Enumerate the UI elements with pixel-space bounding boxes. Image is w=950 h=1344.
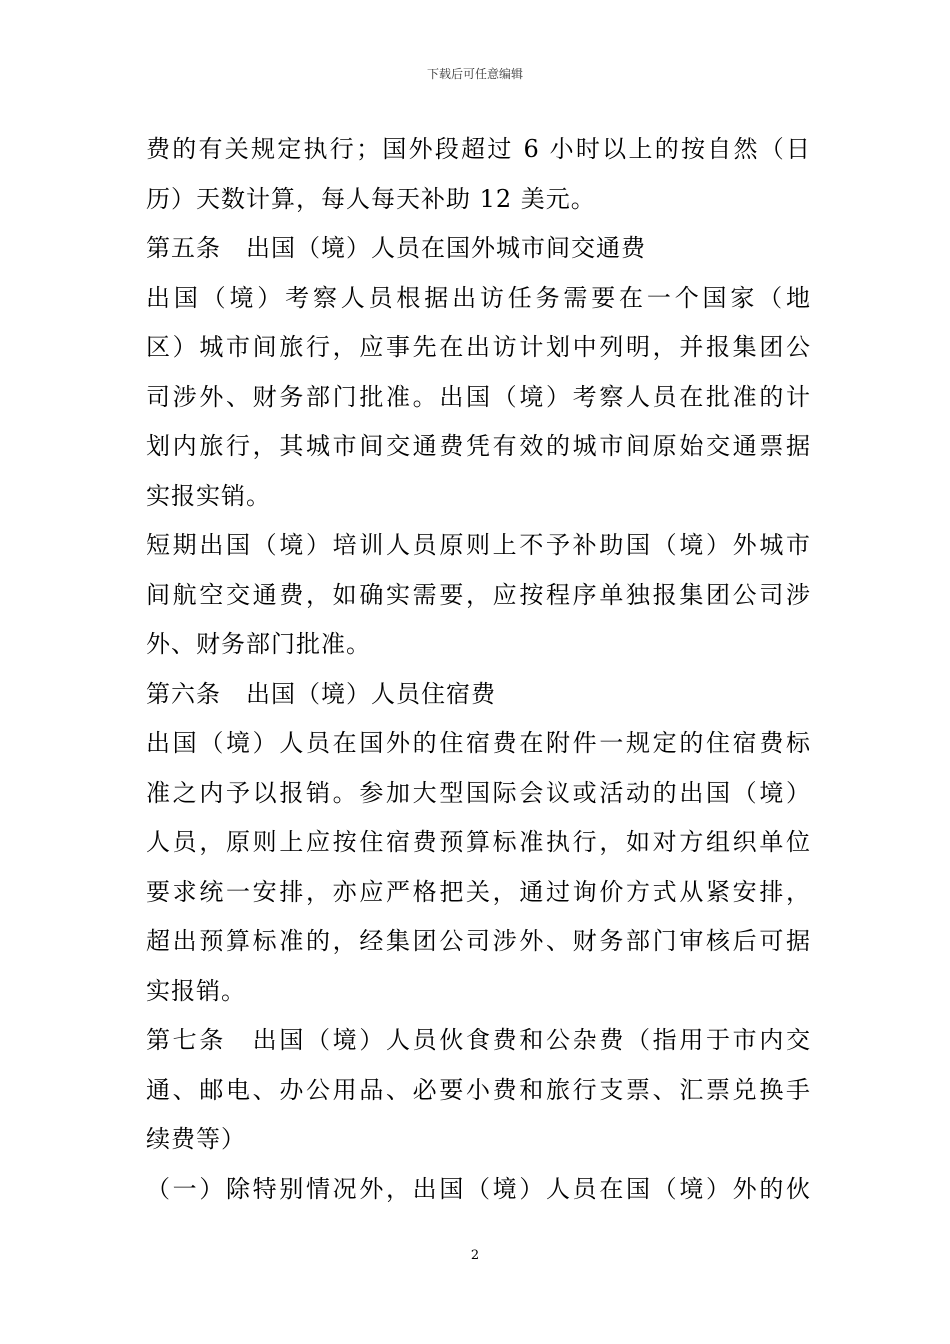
text-line: （一）除特别情况外，出国（境）人员在国（境）外的伙 xyxy=(146,1174,811,1203)
text-line: 要求统一安排，亦应严格把关，通过询价方式从紧安排， xyxy=(146,877,811,906)
text-line: 外、财务部门批准。 xyxy=(146,630,371,658)
text-line: 通、邮电、办公用品、必要小费和旅行支票、汇票兑换手 xyxy=(146,1075,811,1104)
text-line: 出国（境）人员在国外的住宿费在附件一规定的住宿费标 xyxy=(146,729,811,757)
text-line: 人员，原则上应按住宿费预算标准执行，如对方组织单位 xyxy=(146,828,811,856)
text-line: 准之内予以报销。参加大型国际会议或活动的出国（境） xyxy=(146,778,811,807)
text-line: 划内旅行，其城市间交通费凭有效的城市间原始交通票据 xyxy=(146,432,811,460)
document-body xyxy=(146,125,811,1214)
text-line: 历）天数计算，每人每天补助 12 美元。 xyxy=(146,184,596,213)
section-heading: 第七条 出国（境）人员伙食费和公杂费（指用于市内交 xyxy=(146,1026,811,1054)
text-line: 超出预算标准的，经集团公司涉外、财务部门审核后可据 xyxy=(146,927,811,955)
text-line: 实报实销。 xyxy=(146,481,271,510)
text-line: 实报销。 xyxy=(146,976,246,1005)
text-line: 区）城市间旅行，应事先在出访计划中列明，并报集团公 xyxy=(146,333,811,361)
text-line: 短期出国（境）培训人员原则上不予补助国（境）外城市 xyxy=(146,531,811,559)
section-heading: 第五条 出国（境）人员在国外城市间交通费 xyxy=(146,234,646,262)
text-line: 费的有关规定执行；国外段超过 6 小时以上的按自然（日 xyxy=(146,135,811,163)
text-line: 司涉外、财务部门批准。出国（境）考察人员在批准的计 xyxy=(146,382,811,411)
section-heading: 第六条 出国（境）人员住宿费 xyxy=(146,679,496,708)
text-line: 续费等） xyxy=(146,1125,246,1153)
page-number: 2 xyxy=(470,1248,480,1263)
text-line: 间航空交通费，如确实需要，应按程序单独报集团公司涉 xyxy=(146,580,811,609)
page-header: 下载后可任意编辑 xyxy=(426,67,523,81)
text-line: 出国（境）考察人员根据出访任务需要在一个国家（地 xyxy=(146,283,811,312)
